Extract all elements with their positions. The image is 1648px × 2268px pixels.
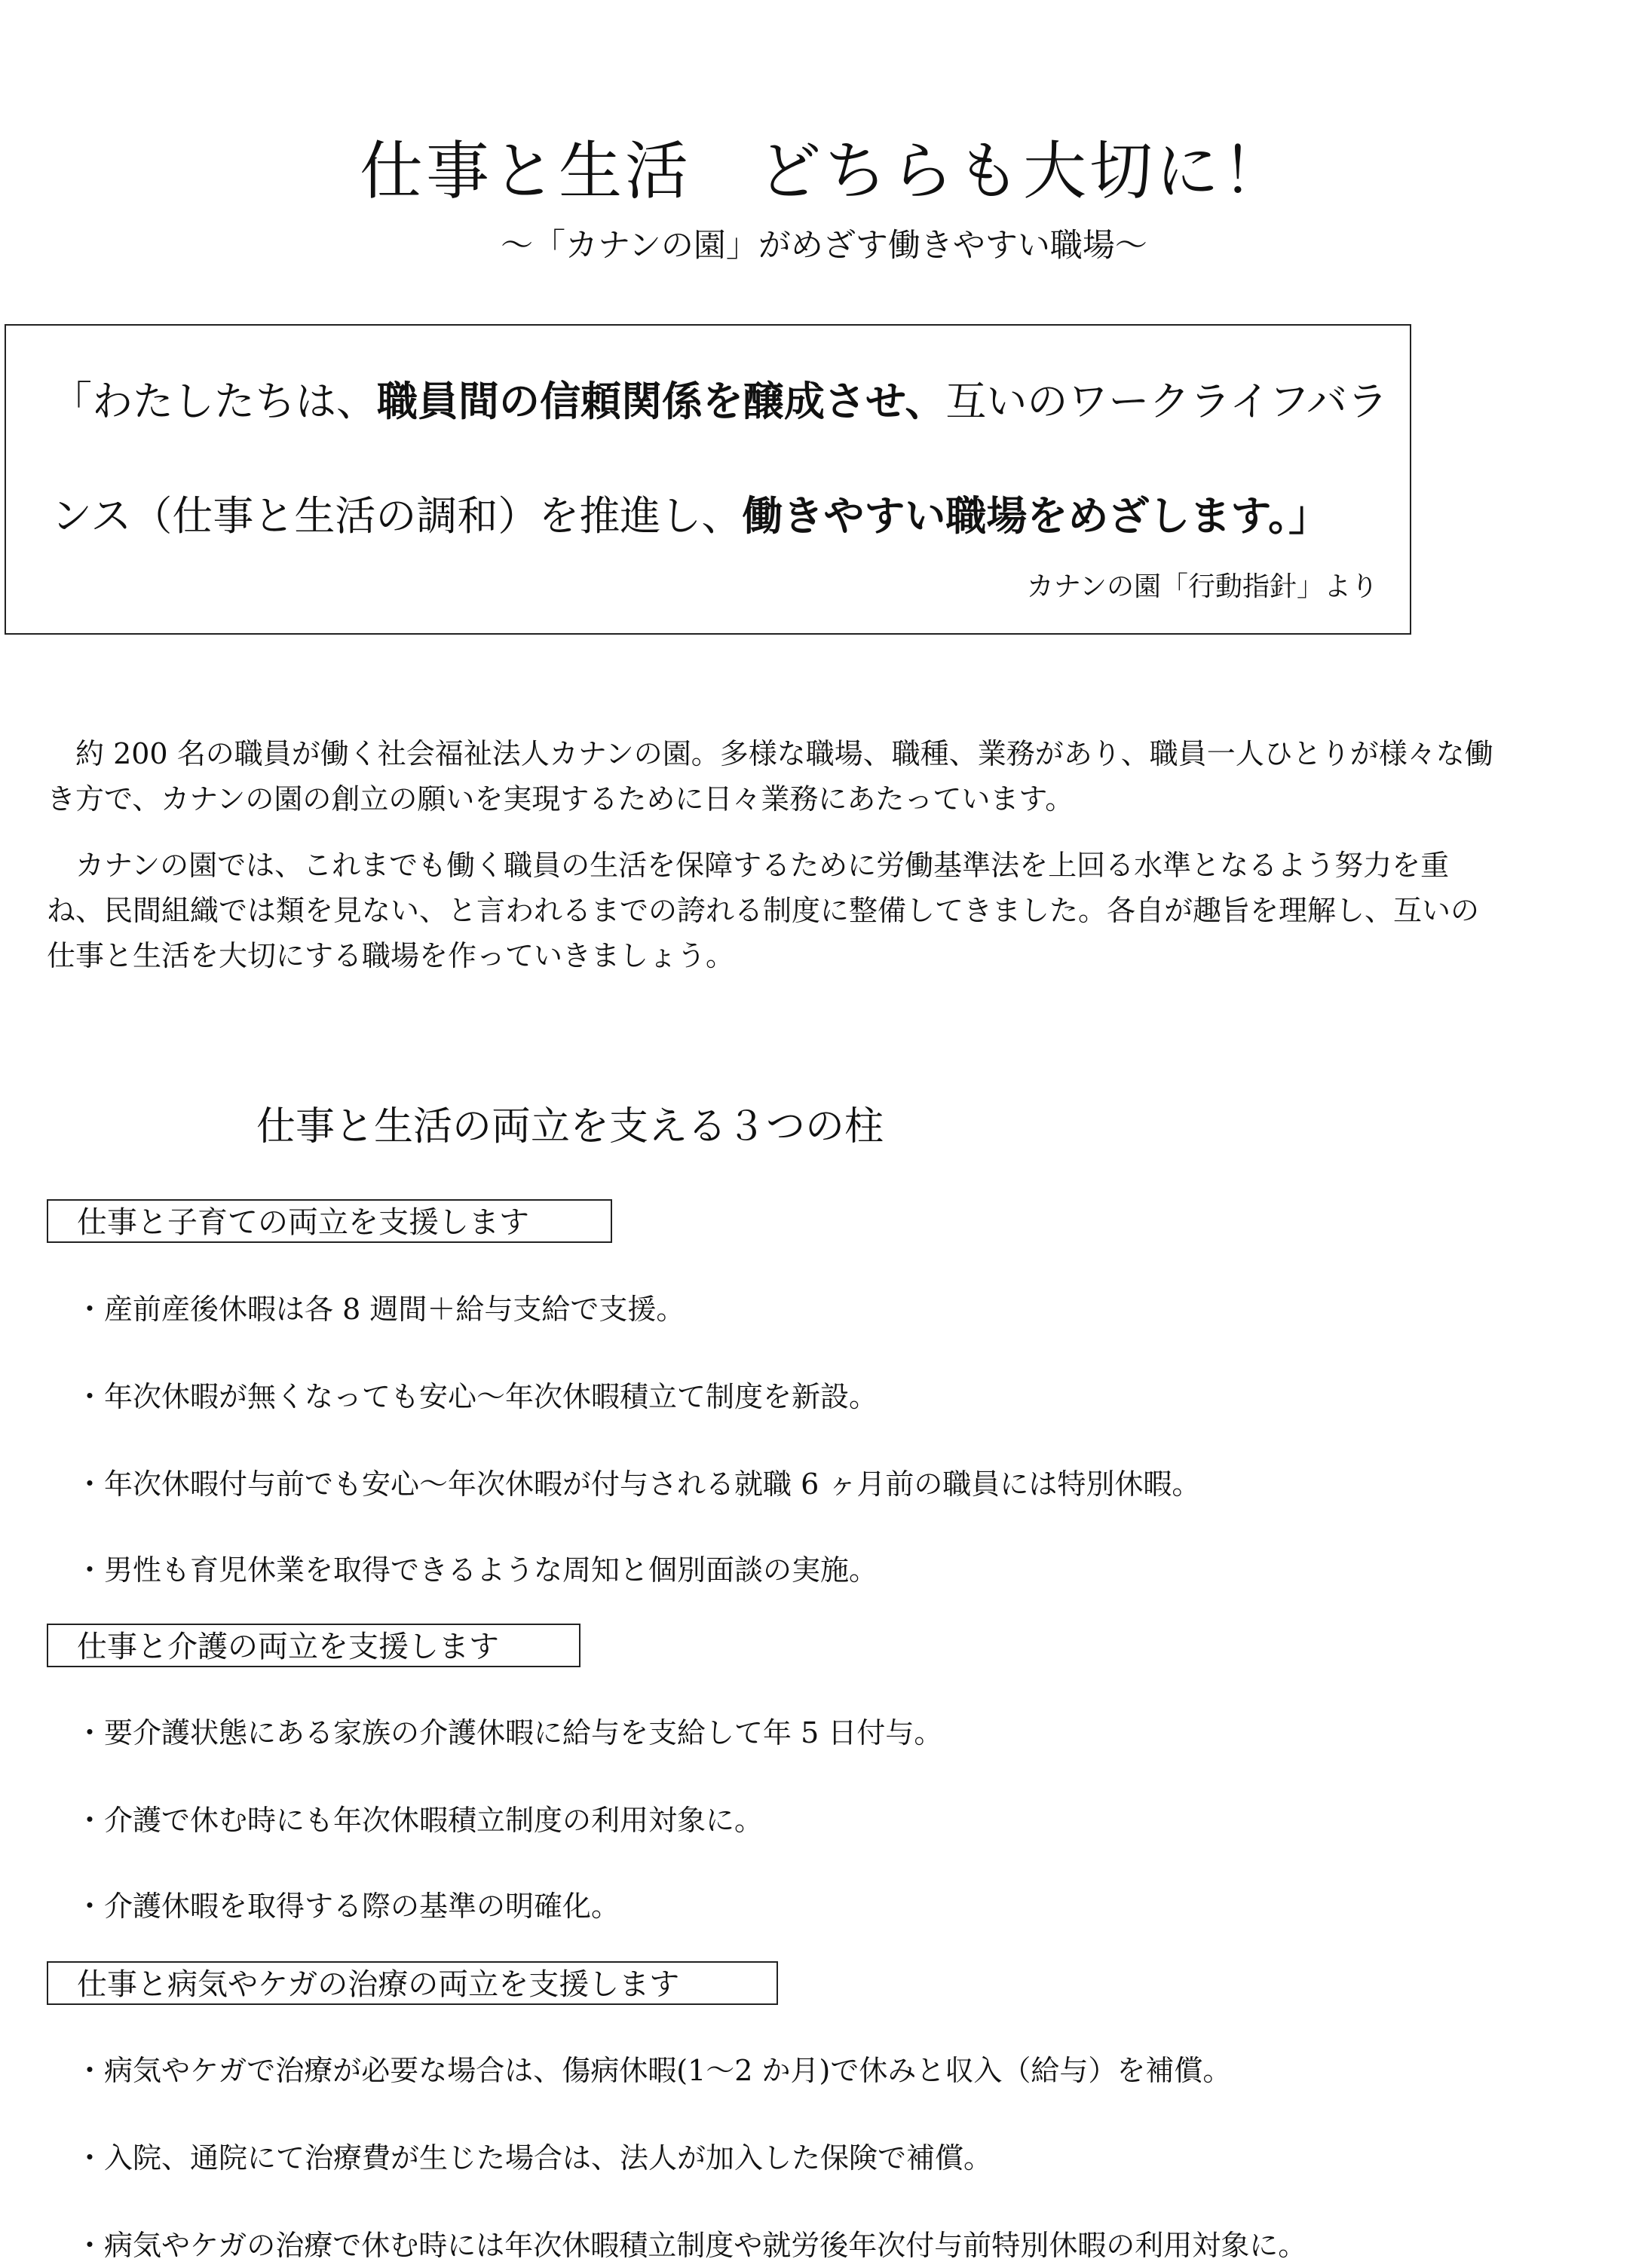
page-subtitle: ～「カナンの園」がめざす働きやすい職場～ <box>501 227 1147 265</box>
quote-line-1 <box>51 369 1408 427</box>
section-heading-medical-treatment: 仕事と病気やケガの治療の両立を支援します <box>47 1961 778 2005</box>
list-item: ・病気やケガの治療で休む時には年次休暇積立制度や就労後年次付与前特別休暇の利用対象に。 <box>75 2229 1307 2262</box>
list-item: ・入院、通院にて治療費が生じた場合は、法人が加入した保険で補償。 <box>75 2141 993 2175</box>
list-item: ・介護休暇を取得する際の基準の明確化。 <box>75 1890 620 1923</box>
quote-emphasis: 職員間の信頼関係を醸成させ、 <box>377 378 946 425</box>
page-title: 仕事と生活 どちらも大切に！ <box>359 134 1288 208</box>
section-heading-childcare: 仕事と子育ての両立を支援します <box>47 1199 612 1243</box>
quote-source: カナンの園「行動指針」より <box>1026 571 1378 602</box>
list-item: ・要介護状態にある家族の介護休暇に給与を支給して年 5 日付与。 <box>75 1716 943 1749</box>
intro-paragraph-2: カナンの園では、これまでも働く職員の生活を保障するために労働基準法を上回る水準となるよう努力を重ね、民間組織では類を見ない、と言われるまでの誇れる制度に整備してきました。各自が趣旨を理解し、互いの仕事と生活を大切にする職場を作っていきましょう。 <box>47 849 1480 972</box>
quote-line-2 <box>51 484 1408 542</box>
list-item: ・介護で休む時にも年次休暇積立制度の利用対象に。 <box>75 1804 764 1837</box>
quote-emphasis: 働きやすい職場をめざします。」 <box>742 492 1330 540</box>
list-item: ・男性も育児休業を取得できるような周知と個別面談の実施。 <box>75 1553 878 1587</box>
list-item: ・年次休暇付与前でも安心～年次休暇が付与される就職 6 ヶ月前の職員には特別休暇。 <box>75 1468 1201 1501</box>
list-item: ・年次休暇が無くなっても安心～年次休暇積立て制度を新設。 <box>75 1380 878 1413</box>
quote-text: 互いのワークライフバラ <box>945 378 1388 425</box>
section-heading-nursing-care: 仕事と介護の両立を支援します <box>47 1624 580 1667</box>
list-item: ・病気やケガで治療が必要な場合は、傷病休暇(1～2 か月)で休みと収入（給与）を補償。 <box>75 2054 1232 2087</box>
list-item: ・産前産後休暇は各 8 週間＋給与支給で支援。 <box>75 1293 685 1326</box>
policy-quote-box <box>5 324 1411 635</box>
quote-text: 「わたしたちは、 <box>51 378 377 425</box>
intro-paragraph-1: 約 200 名の職員が働く社会福祉法人カナンの園。多様な職場、職種、業務があり、職員一人ひとりが様々な働き方で、カナンの園の創立の願いを実現するために日々業務にあたっています。 <box>47 737 1493 816</box>
quote-text: ンス（仕事と生活の調和）を推進し、 <box>51 492 743 540</box>
pillars-heading: 仕事と生活の両立を支える３つの柱 <box>256 1104 884 1149</box>
